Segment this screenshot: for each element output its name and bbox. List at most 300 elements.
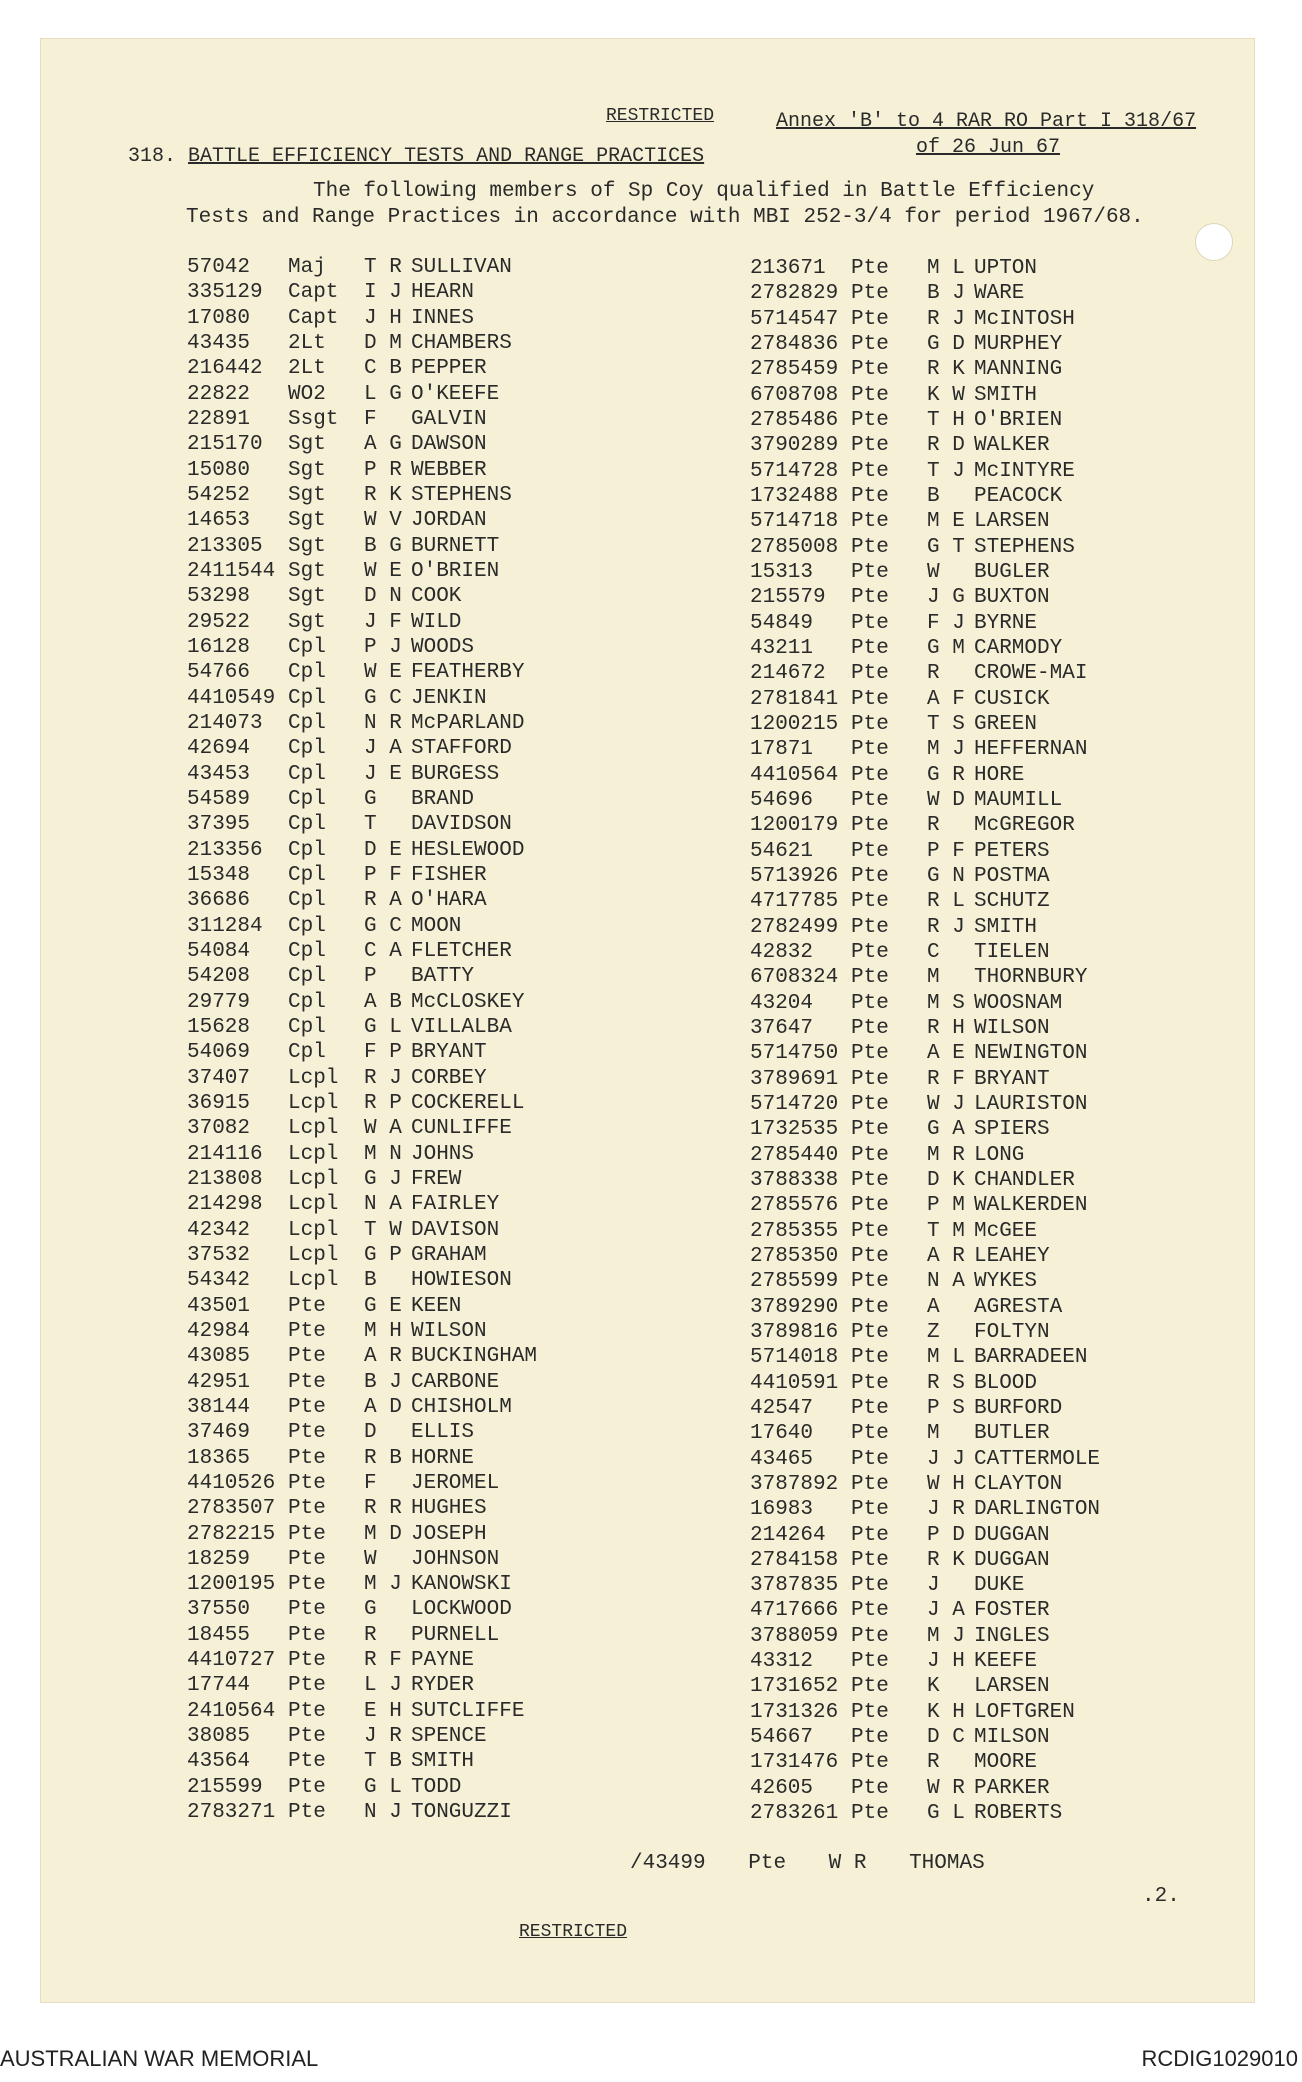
surname: BURNETT	[411, 534, 500, 558]
initials: K H	[927, 1700, 965, 1724]
surname: O'BRIEN	[411, 559, 500, 583]
surname: HUGHES	[411, 1497, 487, 1521]
rank: Lcpl	[288, 1243, 339, 1267]
punch-hole	[1195, 223, 1233, 261]
initials: R	[927, 662, 940, 686]
service-number: 4410549	[187, 686, 276, 710]
initials: B	[927, 484, 940, 508]
initials: R R	[364, 1497, 402, 1521]
surname: AGRESTA	[974, 1295, 1063, 1319]
initials: B	[364, 1269, 377, 1293]
rank: Pte	[851, 358, 889, 382]
service-number: 4717785	[750, 890, 839, 914]
rank: Pte	[851, 1650, 889, 1674]
initials: W	[364, 1547, 377, 1571]
rank: Pte	[288, 1699, 326, 1723]
service-number: 54766	[187, 661, 251, 685]
initials: J A	[927, 1599, 965, 1623]
rank: Cpl	[288, 1015, 326, 1039]
rank: Pte	[851, 560, 889, 584]
surname: LARSEN	[974, 510, 1050, 534]
surname: CUNLIFFE	[411, 1117, 512, 1141]
initials: G L	[364, 1775, 402, 1799]
rank: Pte	[288, 1801, 326, 1825]
service-number: 214298	[187, 1193, 263, 1217]
service-number: 37395	[187, 813, 251, 837]
surname: PEACOCK	[974, 484, 1063, 508]
rank: Pte	[288, 1446, 326, 1470]
surname: MAUMILL	[974, 788, 1063, 812]
service-number: 15313	[750, 560, 814, 584]
rank: Pte	[851, 459, 889, 483]
initials: M N	[364, 1142, 402, 1166]
initials: D C	[927, 1726, 965, 1750]
rank: Pte	[851, 712, 889, 736]
service-number: 38144	[187, 1395, 251, 1419]
surname: FOSTER	[974, 1599, 1050, 1623]
initials: W	[927, 560, 940, 584]
initials: C	[927, 940, 940, 964]
service-number: 37647	[750, 1016, 814, 1040]
initials: A R	[364, 1345, 402, 1369]
rank: Pte	[851, 788, 889, 812]
initials: T M	[927, 1219, 965, 1243]
initials: R P	[364, 1091, 402, 1115]
surname: WALKERDEN	[974, 1194, 1088, 1218]
surname: McINTYRE	[974, 459, 1075, 483]
surname: CARBONE	[411, 1370, 500, 1394]
surname: POSTMA	[974, 864, 1050, 888]
rank: Pte	[851, 1624, 889, 1648]
initials: R S	[927, 1371, 965, 1395]
surname: WALKER	[974, 434, 1050, 458]
surname: McGEE	[974, 1219, 1038, 1243]
rank: Pte	[851, 1726, 889, 1750]
initials: P D	[927, 1523, 965, 1547]
rank: Maj	[288, 256, 326, 279]
rank: Pte	[851, 1016, 889, 1040]
rank: Pte	[288, 1471, 326, 1495]
initials: G C	[364, 914, 402, 938]
surname: THORNBURY	[974, 966, 1088, 990]
surname: BRYANT	[974, 1067, 1050, 1091]
rank: Pte	[851, 1371, 889, 1395]
rank: Cpl	[288, 889, 326, 913]
surname: JOHNSON	[411, 1547, 500, 1571]
rank: Pte	[851, 1472, 889, 1496]
initials: M J	[927, 1624, 965, 1648]
rank: Pte	[851, 1751, 889, 1775]
initials: J R	[364, 1725, 402, 1749]
initials: M R	[927, 1143, 965, 1167]
surname: PARKER	[974, 1776, 1050, 1800]
service-number: 214116	[187, 1142, 263, 1166]
service-number: 43453	[187, 762, 251, 786]
service-number: 29779	[187, 990, 251, 1014]
rank: Cpl	[288, 813, 326, 837]
service-number: 5714720	[750, 1092, 839, 1116]
rank: Pte	[288, 1497, 326, 1521]
surname: ROBERTS	[974, 1802, 1063, 1826]
section-heading	[128, 145, 704, 168]
surname: TONGUZZI	[411, 1801, 512, 1825]
initials: R K	[927, 358, 965, 382]
service-number: 37082	[187, 1117, 251, 1141]
initials: P R	[364, 458, 402, 482]
rank: Pte	[851, 611, 889, 635]
surname: FISHER	[411, 863, 487, 887]
intro-line-2: Tests and Range Practices in accordance with MBI 252-3/4 for period 1967/68.	[186, 206, 1144, 229]
service-number: 37550	[187, 1598, 251, 1622]
initials: R K	[364, 483, 402, 507]
initials: N R	[364, 711, 402, 735]
surname: LAURISTON	[974, 1092, 1088, 1116]
service-number: 2782829	[750, 282, 839, 306]
surname: WILSON	[411, 1319, 487, 1343]
rank: Pte	[851, 662, 889, 686]
rank: Pte	[851, 763, 889, 787]
initials: R J	[364, 1066, 402, 1090]
surname: PAYNE	[411, 1649, 475, 1673]
surname: HOWIESON	[411, 1269, 512, 1293]
surname: FLETCHER	[411, 939, 512, 963]
initials: G L	[364, 1015, 402, 1039]
rank: Ssgt	[288, 407, 339, 431]
initials: A B	[364, 990, 402, 1014]
rank: Pte	[288, 1750, 326, 1774]
surname: KEEFE	[974, 1650, 1038, 1674]
surname: WOODS	[411, 635, 475, 659]
rank: Pte	[851, 307, 889, 331]
initials: F	[364, 407, 377, 431]
rank: Pte	[851, 1574, 889, 1598]
rank: Pte	[851, 687, 889, 711]
rank: Cpl	[288, 686, 326, 710]
surname: MILSON	[974, 1726, 1050, 1750]
initials: B G	[364, 534, 402, 558]
rank: WO2	[288, 382, 326, 406]
surname: INGLES	[974, 1624, 1050, 1648]
service-number: 4717666	[750, 1599, 839, 1623]
initials: W E	[364, 559, 402, 583]
initials: R	[927, 1751, 940, 1775]
service-number: 54069	[187, 1041, 251, 1065]
initials: G	[364, 787, 377, 811]
initials: J J	[927, 1447, 965, 1471]
additional-entry	[630, 1852, 1015, 1875]
rank: Sgt	[288, 610, 326, 634]
surname: JOHNS	[411, 1142, 475, 1166]
rank: Cpl	[288, 990, 326, 1014]
service-number: 2783507	[187, 1497, 276, 1521]
rank: Pte	[288, 1649, 326, 1673]
rank: Pte	[851, 1067, 889, 1091]
service-number: 2785008	[750, 535, 839, 559]
rank: Pte	[851, 1422, 889, 1446]
surname: HEFFERNAN	[974, 738, 1088, 762]
service-number: 18365	[187, 1446, 251, 1470]
initials: G A	[927, 1118, 965, 1142]
service-number: 37532	[187, 1243, 251, 1267]
surname: SCHUTZ	[974, 890, 1050, 914]
initials: J H	[927, 1650, 965, 1674]
service-number: 18455	[187, 1623, 251, 1647]
surname: BURGESS	[411, 762, 500, 786]
surname: UPTON	[974, 257, 1038, 280]
rank: Sgt	[288, 585, 326, 609]
service-number: 2785486	[750, 408, 839, 432]
surname: O'HARA	[411, 889, 487, 913]
surname: SPIERS	[974, 1118, 1050, 1142]
initials: G L	[927, 1802, 965, 1826]
rank: Lcpl	[288, 1193, 339, 1217]
surname: RYDER	[411, 1674, 475, 1698]
service-number: 5714718	[750, 510, 839, 534]
surname: BATTY	[411, 965, 475, 989]
initials: G T	[927, 535, 965, 559]
service-number: 22822	[187, 382, 251, 406]
service-number: 53298	[187, 585, 251, 609]
initials: T J	[927, 459, 965, 483]
rank: Cpl	[288, 863, 326, 887]
service-number: 335129	[187, 281, 263, 305]
service-number: 15348	[187, 863, 251, 887]
service-number: 1731476	[750, 1751, 839, 1775]
surname: GALVIN	[411, 407, 487, 431]
initials: R L	[927, 890, 965, 914]
rank: Lcpl	[288, 1142, 339, 1166]
surname: BUTLER	[974, 1422, 1050, 1446]
rank: Pte	[288, 1370, 326, 1394]
rank: Pte	[748, 1852, 787, 1875]
rank: Pte	[851, 1143, 889, 1167]
rank: Pte	[288, 1421, 326, 1445]
rank: Pte	[851, 1802, 889, 1826]
initials: M E	[927, 510, 965, 534]
service-number: 3788338	[750, 1168, 839, 1192]
service-number: 16128	[187, 635, 251, 659]
rank: Pte	[288, 1623, 326, 1647]
rank: Pte	[288, 1775, 326, 1799]
service-number: 16983	[750, 1498, 814, 1522]
surname: CUSICK	[974, 687, 1050, 711]
surname: LEAHEY	[974, 1244, 1050, 1268]
initials: M J	[927, 738, 965, 762]
surname: STAFFORD	[411, 737, 512, 761]
service-number: 5714728	[750, 459, 839, 483]
service-number: 54084	[187, 939, 251, 963]
service-number: 43465	[750, 1447, 814, 1471]
initials: L G	[364, 382, 402, 406]
surname: BRYANT	[411, 1041, 487, 1065]
surname: DAWSON	[411, 433, 487, 457]
service-number: 2785576	[750, 1194, 839, 1218]
service-number: 2785355	[750, 1219, 839, 1243]
initials: W R	[828, 1852, 867, 1875]
rank: Pte	[851, 1396, 889, 1420]
service-number: 2781841	[750, 687, 839, 711]
service-number: 213305	[187, 534, 263, 558]
surname: THOMAS	[909, 1852, 985, 1875]
rank: Pte	[851, 1042, 889, 1066]
initials: R	[927, 814, 940, 838]
service-number: 2785350	[750, 1244, 839, 1268]
surname: FEATHERBY	[411, 661, 525, 685]
rank: Pte	[288, 1294, 326, 1318]
service-number: 4410526	[187, 1471, 276, 1495]
service-number: 36686	[187, 889, 251, 913]
service-number: 2784836	[750, 332, 839, 356]
surname: FREW	[411, 1167, 462, 1191]
rank: Pte	[851, 839, 889, 863]
service-number: 2410564	[187, 1699, 276, 1723]
rank: Pte	[288, 1395, 326, 1419]
initials: A R	[927, 1244, 965, 1268]
service-number: 2785440	[750, 1143, 839, 1167]
rank: Pte	[288, 1674, 326, 1698]
service-number: 3788059	[750, 1624, 839, 1648]
service-number: 17744	[187, 1674, 251, 1698]
surname: PETERS	[974, 839, 1050, 863]
surname: STEPHENS	[974, 535, 1075, 559]
service-number: 5714547	[750, 307, 839, 331]
initials: R K	[927, 1548, 965, 1572]
surname: CLAYTON	[974, 1472, 1063, 1496]
rank: Cpl	[288, 965, 326, 989]
initials: G J	[364, 1167, 402, 1191]
initials: G P	[364, 1243, 402, 1267]
initials: J E	[364, 762, 402, 786]
service-number: 18259	[187, 1547, 251, 1571]
surname: COCKERELL	[411, 1091, 525, 1115]
rank: Cpl	[288, 737, 326, 761]
rank: Pte	[288, 1598, 326, 1622]
surname: CHISHOLM	[411, 1395, 512, 1419]
rank: Pte	[851, 1219, 889, 1243]
rank: Pte	[851, 586, 889, 610]
service-number: 36915	[187, 1091, 251, 1115]
surname: KANOWSKI	[411, 1573, 512, 1597]
rank: Lcpl	[288, 1091, 339, 1115]
initials: W J	[927, 1092, 965, 1116]
rank: Lcpl	[288, 1269, 339, 1293]
surname: McPARLAND	[411, 711, 525, 735]
initials: A E	[927, 1042, 965, 1066]
rank: Pte	[851, 1270, 889, 1294]
service-number: 5714750	[750, 1042, 839, 1066]
service-number: 43312	[750, 1650, 814, 1674]
rank: Pte	[851, 738, 889, 762]
surname: MOON	[411, 914, 462, 938]
service-number: 214264	[750, 1523, 826, 1547]
service-number: 1731326	[750, 1700, 839, 1724]
rank: Cpl	[288, 838, 326, 862]
service-number: 14653	[187, 509, 251, 533]
initials: W E	[364, 661, 402, 685]
initials: D K	[927, 1168, 965, 1192]
service-number: 3787835	[750, 1574, 839, 1598]
rank: Lcpl	[288, 1218, 339, 1242]
surname: CROWE-MAI	[974, 662, 1088, 686]
surname: JORDAN	[411, 509, 487, 533]
rank: Pte	[851, 1447, 889, 1471]
rank: Pte	[851, 1118, 889, 1142]
initials: P J	[364, 635, 402, 659]
surname: WYKES	[974, 1270, 1038, 1294]
initials: R J	[927, 915, 965, 939]
service-number: 213808	[187, 1167, 263, 1191]
surname: CHAMBERS	[411, 331, 512, 355]
initials: B J	[364, 1370, 402, 1394]
rank: Lcpl	[288, 1066, 339, 1090]
service-number: 43501	[187, 1294, 251, 1318]
initials: M H	[364, 1319, 402, 1343]
surname: KEEN	[411, 1294, 462, 1318]
rank: Pte	[851, 1244, 889, 1268]
surname: SMITH	[974, 383, 1038, 407]
rank: Pte	[288, 1345, 326, 1369]
service-number: 2785599	[750, 1270, 839, 1294]
surname: FOLTYN	[974, 1320, 1050, 1344]
rank: Lcpl	[288, 1117, 339, 1141]
intro-line-1: The following members of Sp Coy qualified in Battle Efficiency	[313, 180, 1095, 203]
initials: T	[364, 813, 377, 837]
surname: HEARN	[411, 281, 475, 305]
initials: T W	[364, 1218, 402, 1242]
archive-credit: AUSTRALIAN WAR MEMORIAL	[0, 2046, 319, 2071]
initials: W H	[927, 1472, 965, 1496]
initials: J F	[364, 610, 402, 634]
rank: Pte	[851, 282, 889, 306]
surname: BYRNE	[974, 611, 1038, 635]
initials: T H	[927, 408, 965, 432]
service-number: 216442	[187, 357, 263, 381]
rank: Cpl	[288, 1041, 326, 1065]
surname: BLOOD	[974, 1371, 1038, 1395]
rank: 2Lt	[288, 357, 326, 381]
service-number: 43204	[750, 991, 814, 1015]
initials: A F	[927, 687, 965, 711]
surname: HORNE	[411, 1446, 475, 1470]
service-number: 37469	[187, 1421, 251, 1445]
surname: ELLIS	[411, 1421, 475, 1445]
restricted-marking-bottom: RESTRICTED	[519, 1922, 628, 1942]
surname: COOK	[411, 585, 462, 609]
rank: Pte	[851, 915, 889, 939]
initials: E H	[364, 1699, 402, 1723]
initials: P M	[927, 1194, 965, 1218]
initials: T S	[927, 712, 965, 736]
service-number: 311284	[187, 914, 263, 938]
surname: INNES	[411, 306, 475, 330]
surname: SULLIVAN	[411, 256, 512, 279]
rank: Sgt	[288, 559, 326, 583]
initials: M L	[927, 257, 965, 280]
surname: HORE	[974, 763, 1025, 787]
initials: G N	[927, 864, 965, 888]
surname: BUGLER	[974, 560, 1050, 584]
initials: G D	[927, 332, 965, 356]
initials: R A	[364, 889, 402, 913]
initials: R J	[927, 307, 965, 331]
initials: L J	[364, 1674, 402, 1698]
service-number: 54208	[187, 965, 251, 989]
rank: Pte	[851, 966, 889, 990]
initials: F J	[927, 611, 965, 635]
service-number: 6708708	[750, 383, 839, 407]
initials: M D	[364, 1522, 402, 1546]
initials: T R	[364, 256, 402, 279]
